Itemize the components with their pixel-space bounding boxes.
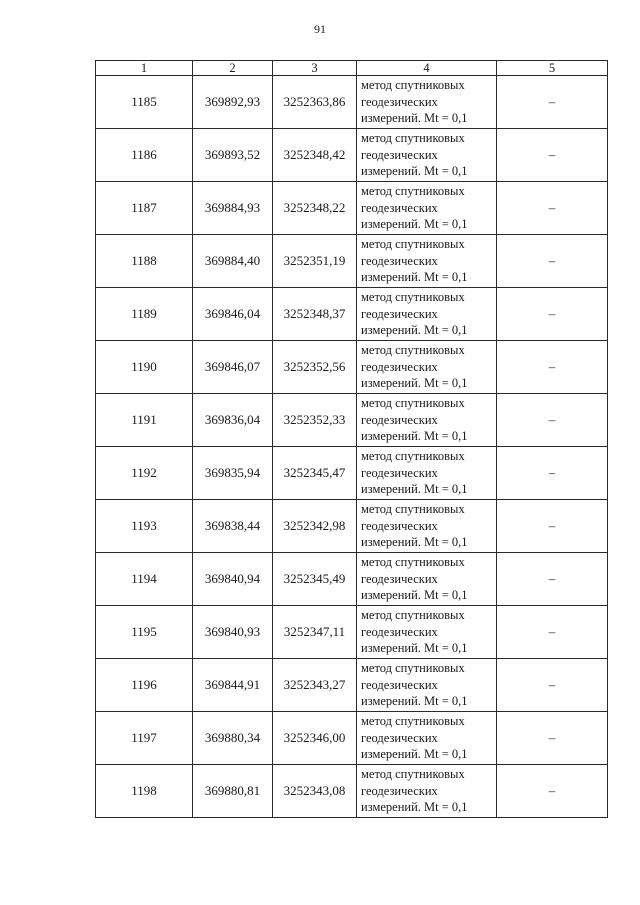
method-line: метод спутниковых — [361, 290, 465, 305]
method-cell — [357, 129, 497, 182]
method-line: геодезических — [361, 94, 438, 109]
y-coordinate-cell: 3252348,37 — [273, 288, 357, 341]
method-line: метод спутниковых — [361, 343, 465, 358]
method-line: метод спутниковых — [361, 131, 465, 146]
method-line: измерений. Mt = 0,1 — [361, 694, 468, 709]
header-col-1: 1 — [96, 61, 193, 76]
y-coordinate-cell: 3252345,49 — [273, 553, 357, 606]
table-row — [96, 235, 608, 288]
point-number-cell: 1195 — [96, 606, 193, 659]
y-coordinate-cell: 3252352,33 — [273, 394, 357, 447]
x-coordinate-cell: 369880,81 — [193, 765, 273, 818]
method-cell — [357, 341, 497, 394]
x-coordinate-cell: 369840,94 — [193, 553, 273, 606]
method-line: измерений. Mt = 0,1 — [361, 111, 468, 126]
method-line: измерений. Mt = 0,1 — [361, 800, 468, 815]
method-line: геодезических — [361, 518, 438, 533]
method-line: измерений. Mt = 0,1 — [361, 747, 468, 762]
method-line: геодезических — [361, 412, 438, 427]
x-coordinate-cell: 369844,91 — [193, 659, 273, 712]
y-coordinate-cell: 3252351,19 — [273, 235, 357, 288]
table-row — [96, 182, 608, 235]
x-coordinate-cell: 369846,04 — [193, 288, 273, 341]
x-coordinate-cell: 369884,93 — [193, 182, 273, 235]
x-coordinate-cell: 369836,04 — [193, 394, 273, 447]
method-line: измерений. Mt = 0,1 — [361, 270, 468, 285]
header-col-4: 4 — [357, 61, 497, 76]
table-row — [96, 606, 608, 659]
method-line: метод спутниковых — [361, 396, 465, 411]
point-number-cell: 1185 — [96, 76, 193, 129]
method-cell — [357, 500, 497, 553]
method-line: геодезических — [361, 359, 438, 374]
note-cell: – — [497, 394, 608, 447]
point-number-cell: 1197 — [96, 712, 193, 765]
table-row — [96, 712, 608, 765]
header-col-2: 2 — [193, 61, 273, 76]
note-cell: – — [497, 341, 608, 394]
method-line: метод спутниковых — [361, 502, 465, 517]
note-cell: – — [497, 129, 608, 182]
table-row — [96, 394, 608, 447]
method-cell — [357, 182, 497, 235]
method-line: метод спутниковых — [361, 608, 465, 623]
point-number-cell: 1189 — [96, 288, 193, 341]
header-col-5: 5 — [497, 61, 608, 76]
table-row — [96, 553, 608, 606]
method-line: измерений. Mt = 0,1 — [361, 429, 468, 444]
y-coordinate-cell: 3252342,98 — [273, 500, 357, 553]
method-cell — [357, 606, 497, 659]
x-coordinate-cell: 369835,94 — [193, 447, 273, 500]
method-line: измерений. Mt = 0,1 — [361, 323, 468, 338]
x-coordinate-cell: 369880,34 — [193, 712, 273, 765]
method-cell — [357, 712, 497, 765]
method-line: измерений. Mt = 0,1 — [361, 217, 468, 232]
note-cell: – — [497, 659, 608, 712]
y-coordinate-cell: 3252363,86 — [273, 76, 357, 129]
method-line: геодезических — [361, 571, 438, 586]
method-cell — [357, 288, 497, 341]
x-coordinate-cell: 369893,52 — [193, 129, 273, 182]
note-cell: – — [497, 500, 608, 553]
table-row — [96, 500, 608, 553]
table-row — [96, 447, 608, 500]
method-line: измерений. Mt = 0,1 — [361, 376, 468, 391]
note-cell: – — [497, 606, 608, 659]
method-line: метод спутниковых — [361, 184, 465, 199]
header-col-3: 3 — [273, 61, 357, 76]
method-line: геодезических — [361, 624, 438, 639]
table-row — [96, 341, 608, 394]
method-cell — [357, 765, 497, 818]
method-cell — [357, 553, 497, 606]
table-row — [96, 288, 608, 341]
y-coordinate-cell: 3252348,22 — [273, 182, 357, 235]
note-cell: – — [497, 288, 608, 341]
point-number-cell: 1191 — [96, 394, 193, 447]
method-line: геодезических — [361, 253, 438, 268]
y-coordinate-cell: 3252343,27 — [273, 659, 357, 712]
table-row — [96, 76, 608, 129]
x-coordinate-cell: 369838,44 — [193, 500, 273, 553]
x-coordinate-cell: 369884,40 — [193, 235, 273, 288]
method-line: метод спутниковых — [361, 661, 465, 676]
y-coordinate-cell: 3252348,42 — [273, 129, 357, 182]
method-cell — [357, 447, 497, 500]
method-line: геодезических — [361, 677, 438, 692]
method-line: метод спутниковых — [361, 767, 465, 782]
header-row — [96, 61, 608, 76]
table-row — [96, 659, 608, 712]
method-line: измерений. Mt = 0,1 — [361, 588, 468, 603]
point-number-cell: 1186 — [96, 129, 193, 182]
note-cell: – — [497, 765, 608, 818]
table-body — [96, 76, 608, 818]
method-cell — [357, 659, 497, 712]
point-number-cell: 1196 — [96, 659, 193, 712]
table-row — [96, 765, 608, 818]
table-header — [96, 61, 608, 76]
y-coordinate-cell: 3252343,08 — [273, 765, 357, 818]
method-cell — [357, 235, 497, 288]
method-line: метод спутниковых — [361, 555, 465, 570]
method-line: метод спутниковых — [361, 449, 465, 464]
point-number-cell: 1193 — [96, 500, 193, 553]
point-number-cell: 1190 — [96, 341, 193, 394]
coordinates-table — [95, 60, 608, 818]
note-cell: – — [497, 76, 608, 129]
method-line: геодезических — [361, 465, 438, 480]
y-coordinate-cell: 3252352,56 — [273, 341, 357, 394]
method-line: измерений. Mt = 0,1 — [361, 535, 468, 550]
note-cell: – — [497, 553, 608, 606]
method-line: измерений. Mt = 0,1 — [361, 641, 468, 656]
point-number-cell: 1194 — [96, 553, 193, 606]
point-number-cell: 1188 — [96, 235, 193, 288]
note-cell: – — [497, 235, 608, 288]
method-line: геодезических — [361, 783, 438, 798]
y-coordinate-cell: 3252346,00 — [273, 712, 357, 765]
note-cell: – — [497, 447, 608, 500]
note-cell: – — [497, 182, 608, 235]
table-row — [96, 129, 608, 182]
method-line: измерений. Mt = 0,1 — [361, 482, 468, 497]
method-line: геодезических — [361, 147, 438, 162]
method-line: измерений. Mt = 0,1 — [361, 164, 468, 179]
x-coordinate-cell: 369892,93 — [193, 76, 273, 129]
method-line: метод спутниковых — [361, 714, 465, 729]
method-line: метод спутниковых — [361, 237, 465, 252]
y-coordinate-cell: 3252345,47 — [273, 447, 357, 500]
method-line: геодезических — [361, 730, 438, 745]
point-number-cell: 1198 — [96, 765, 193, 818]
method-line: метод спутниковых — [361, 78, 465, 93]
method-cell — [357, 394, 497, 447]
note-cell: – — [497, 712, 608, 765]
y-coordinate-cell: 3252347,11 — [273, 606, 357, 659]
page-number: 91 — [314, 22, 326, 36]
method-cell — [357, 76, 497, 129]
method-line: геодезических — [361, 306, 438, 321]
x-coordinate-cell: 369840,93 — [193, 606, 273, 659]
method-line: геодезических — [361, 200, 438, 215]
x-coordinate-cell: 369846,07 — [193, 341, 273, 394]
point-number-cell: 1192 — [96, 447, 193, 500]
point-number-cell: 1187 — [96, 182, 193, 235]
